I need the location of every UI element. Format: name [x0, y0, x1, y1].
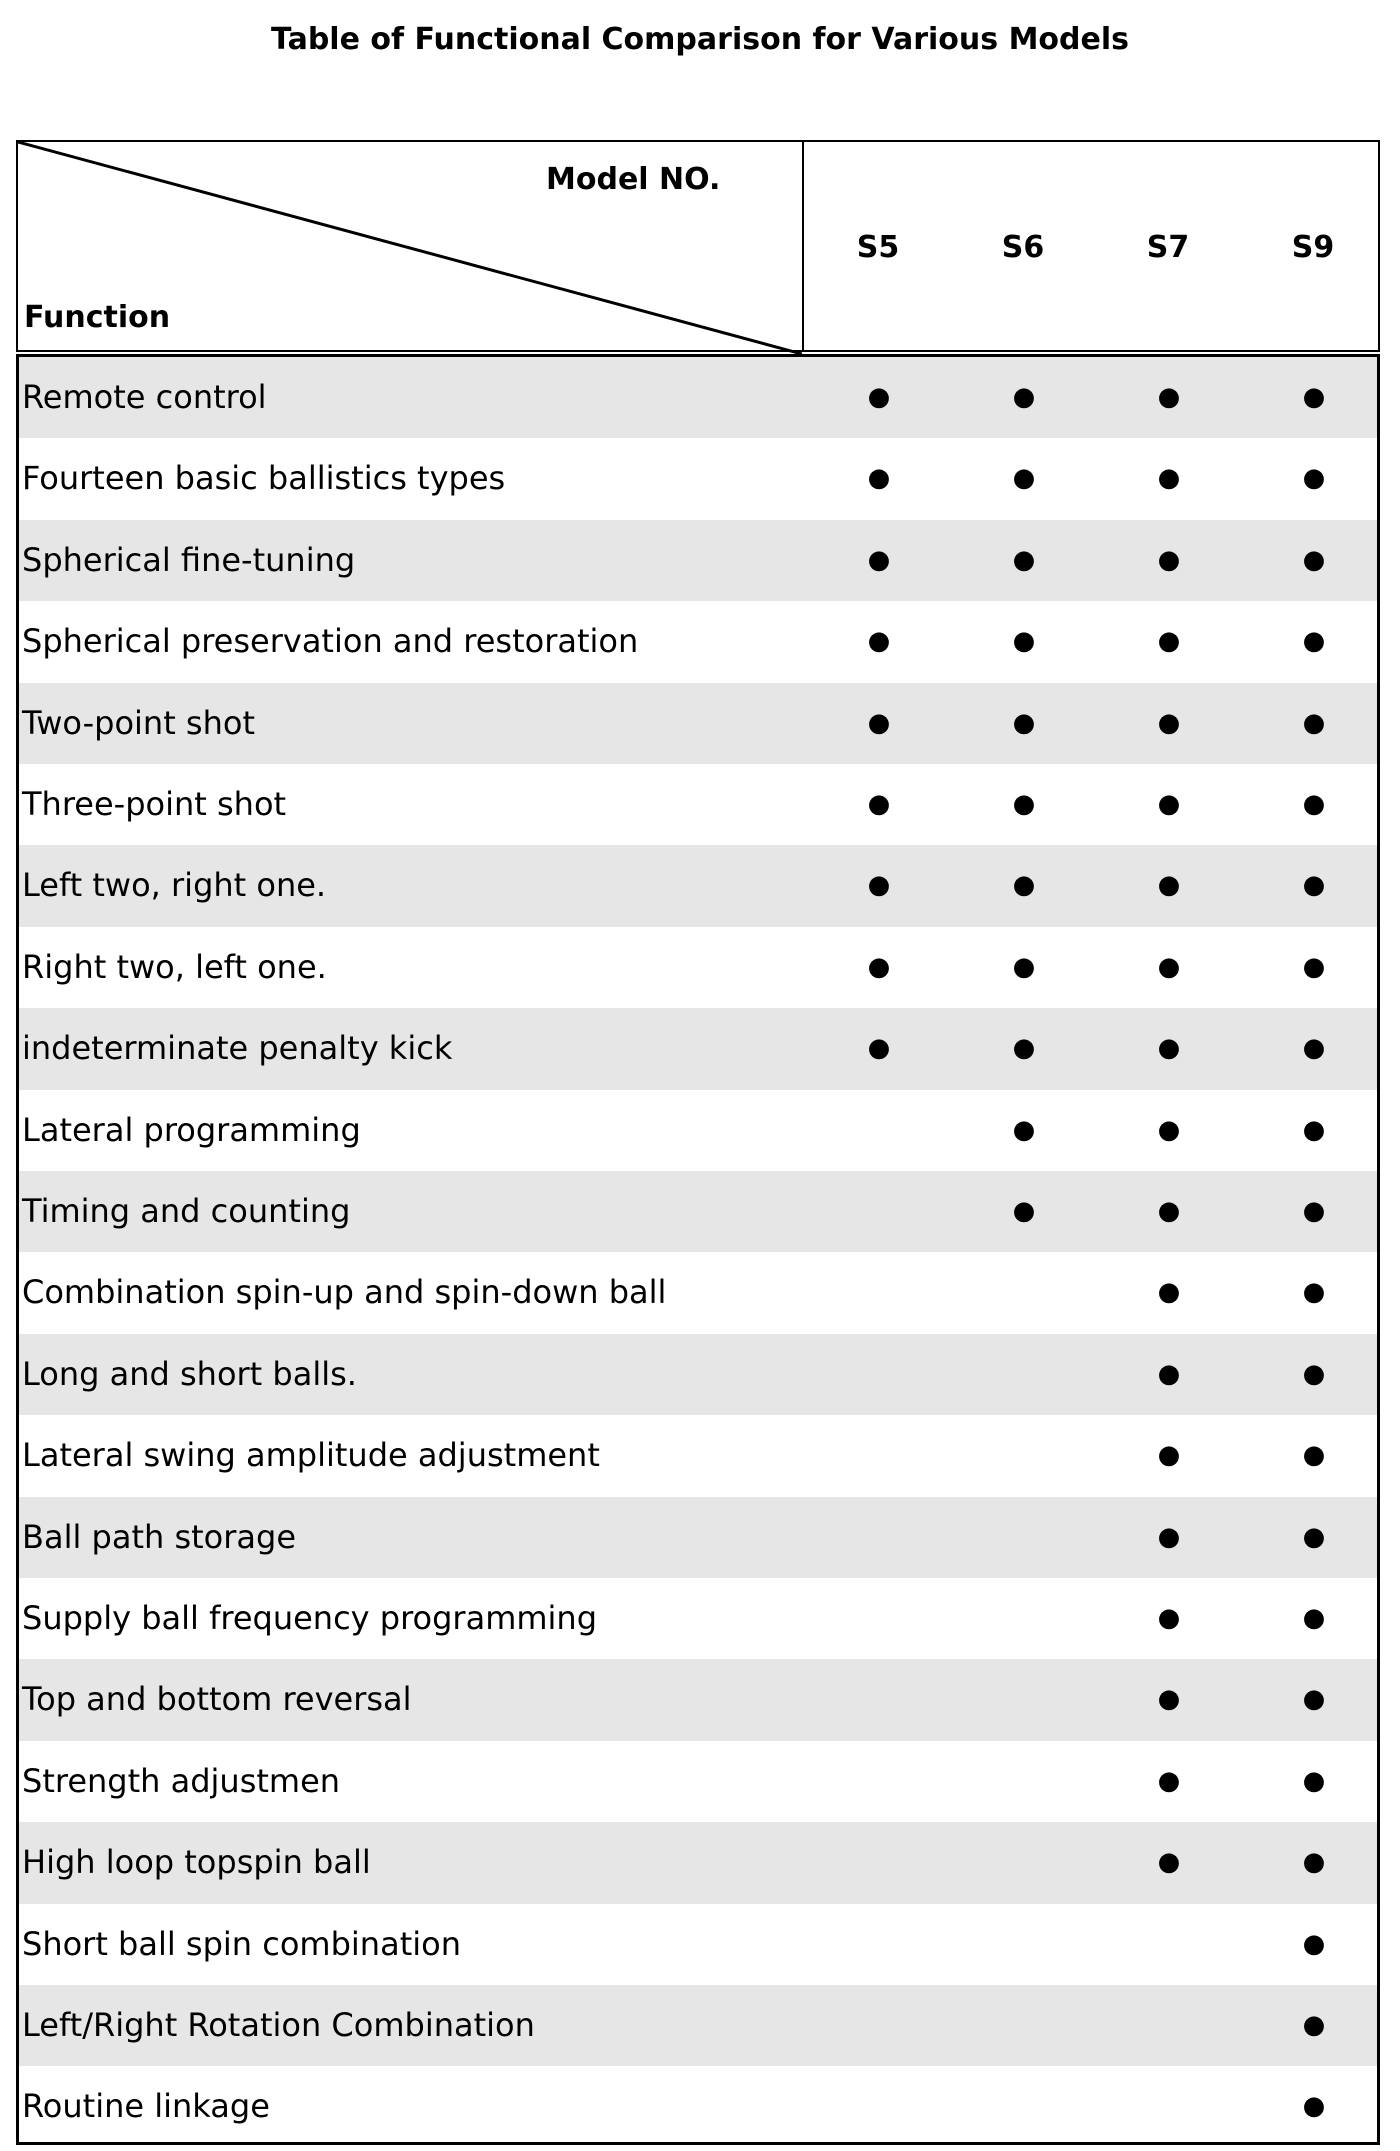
- table-row: [19, 1822, 1377, 1903]
- function-name: Routine linkage: [22, 2087, 270, 2126]
- function-name: Supply ball frequency programming: [22, 1599, 598, 1637]
- support-dot-s9: ●: [1302, 1277, 1326, 1308]
- support-dot-s6: ●: [1012, 1114, 1036, 1145]
- model-number-label: Model NO.: [546, 162, 721, 197]
- function-name: Timing and counting: [22, 1192, 351, 1230]
- function-name: Two-point shot: [22, 703, 255, 742]
- support-dot-s9: ●: [1302, 2091, 1326, 2122]
- table-row: [19, 845, 1377, 926]
- header-divider: [802, 142, 804, 350]
- support-dot-s6: ●: [1012, 626, 1036, 657]
- support-dot-s5: ●: [867, 870, 891, 901]
- table-row: [19, 1497, 1377, 1578]
- support-dot-s9: ●: [1302, 382, 1326, 412]
- support-dot-s7: ●: [1157, 707, 1181, 738]
- support-dot-s9: ●: [1302, 1765, 1326, 1796]
- function-name: Fourteen basic ballistics types: [22, 459, 506, 498]
- support-dot-s7: ●: [1157, 1358, 1181, 1389]
- support-dot-s9: ●: [1302, 626, 1326, 657]
- support-dot-s5: ●: [867, 463, 891, 494]
- function-name: Short ball spin combination: [22, 1924, 461, 1963]
- support-dot-s7: ●: [1157, 544, 1181, 575]
- function-name: Lateral programming: [22, 1110, 361, 1149]
- table-row: [19, 683, 1377, 764]
- support-dot-s9: ●: [1302, 1358, 1326, 1389]
- table-row: [19, 1741, 1377, 1822]
- model-header-s9: S9: [1291, 230, 1335, 265]
- function-name: Spherical preservation and restoration: [22, 622, 639, 661]
- table-row: [19, 1090, 1377, 1171]
- table-row: [19, 764, 1377, 845]
- support-dot-s6: ●: [1012, 382, 1036, 412]
- support-dot-s9: ●: [1302, 707, 1326, 738]
- support-dot-s9: ●: [1302, 1521, 1326, 1552]
- function-name: Strength adjustmen: [22, 1761, 341, 1800]
- function-name: Three-point shot: [22, 785, 287, 823]
- support-dot-s7: ●: [1157, 1847, 1181, 1878]
- support-dot-s9: ●: [1302, 951, 1326, 982]
- support-dot-s7: ●: [1157, 1033, 1181, 1064]
- support-dot-s7: ●: [1157, 382, 1181, 412]
- support-dot-s5: ●: [867, 382, 891, 412]
- model-header-s5: S5: [856, 230, 900, 265]
- support-dot-s7: ●: [1157, 789, 1181, 819]
- support-dot-s6: ●: [1012, 951, 1036, 982]
- table-body: [16, 354, 1380, 2145]
- support-dot-s5: ●: [867, 951, 891, 982]
- support-dot-s9: ●: [1302, 870, 1326, 901]
- function-name: Top and bottom reversal: [22, 1680, 412, 1719]
- function-name: Spherical fine-tuning: [22, 540, 356, 579]
- support-dot-s7: ●: [1157, 1440, 1181, 1471]
- support-dot-s9: ●: [1302, 463, 1326, 494]
- support-dot-s5: ●: [867, 1033, 891, 1064]
- table-row: [19, 1659, 1377, 1740]
- support-dot-s6: ●: [1012, 1033, 1036, 1064]
- function-name: Left two, right one.: [22, 866, 327, 905]
- support-dot-s9: ●: [1302, 1196, 1326, 1226]
- support-dot-s7: ●: [1157, 1603, 1181, 1633]
- support-dot-s9: ●: [1302, 1440, 1326, 1471]
- function-name: Lateral swing amplitude adjustment: [22, 1436, 600, 1475]
- model-header-s6: S6: [1001, 230, 1045, 265]
- table-row: [19, 1334, 1377, 1415]
- support-dot-s6: ●: [1012, 870, 1036, 901]
- function-name: Left/Right Rotation Combination: [22, 2006, 535, 2044]
- support-dot-s9: ●: [1302, 1114, 1326, 1145]
- table-row: [19, 1171, 1377, 1252]
- support-dot-s7: ●: [1157, 1765, 1181, 1796]
- table-row: [19, 927, 1377, 1008]
- function-name: High loop topspin ball: [22, 1843, 371, 1882]
- table-row: [19, 1985, 1377, 2066]
- support-dot-s7: ●: [1157, 463, 1181, 494]
- table-row: [19, 1415, 1377, 1496]
- table-row: [19, 2066, 1377, 2147]
- table-row: [19, 438, 1377, 519]
- support-dot-s9: ●: [1302, 1033, 1326, 1064]
- table-row: [19, 1008, 1377, 1089]
- support-dot-s9: ●: [1302, 2010, 1326, 2040]
- support-dot-s7: ●: [1157, 626, 1181, 657]
- support-dot-s9: ●: [1302, 1603, 1326, 1633]
- support-dot-s9: ●: [1302, 1684, 1326, 1715]
- support-dot-s5: ●: [867, 544, 891, 575]
- page-title: Table of Functional Comparison for Various Models: [270, 22, 1129, 57]
- function-name: Long and short balls.: [22, 1354, 357, 1393]
- support-dot-s9: ●: [1302, 1928, 1326, 1959]
- table-row: [19, 520, 1377, 601]
- support-dot-s6: ●: [1012, 707, 1036, 738]
- support-dot-s7: ●: [1157, 951, 1181, 982]
- table-row: [19, 1904, 1377, 1985]
- function-name: Right two, left one.: [22, 947, 327, 986]
- model-header-s7: S7: [1146, 230, 1190, 265]
- support-dot-s7: ●: [1157, 1277, 1181, 1308]
- support-dot-s6: ●: [1012, 789, 1036, 819]
- support-dot-s6: ●: [1012, 463, 1036, 494]
- support-dot-s7: ●: [1157, 1196, 1181, 1226]
- function-label: Function: [24, 300, 171, 335]
- table-header: [16, 140, 1380, 352]
- support-dot-s9: ●: [1302, 789, 1326, 819]
- support-dot-s6: ●: [1012, 544, 1036, 575]
- support-dot-s5: ●: [867, 707, 891, 738]
- support-dot-s9: ●: [1302, 544, 1326, 575]
- table-row: [19, 1252, 1377, 1333]
- support-dot-s6: ●: [1012, 1196, 1036, 1226]
- function-name: indeterminate penalty kick: [22, 1029, 453, 1068]
- support-dot-s9: ●: [1302, 1847, 1326, 1878]
- table-row: [19, 1578, 1377, 1659]
- support-dot-s7: ●: [1157, 1684, 1181, 1715]
- support-dot-s7: ●: [1157, 870, 1181, 901]
- support-dot-s7: ●: [1157, 1521, 1181, 1552]
- function-name: Ball path storage: [22, 1517, 296, 1556]
- function-name: Combination spin-up and spin-down ball: [22, 1273, 667, 1312]
- function-name: Remote control: [22, 378, 267, 416]
- support-dot-s5: ●: [867, 789, 891, 819]
- support-dot-s7: ●: [1157, 1114, 1181, 1145]
- support-dot-s5: ●: [867, 626, 891, 657]
- table-row: [19, 357, 1377, 438]
- table-row: [19, 601, 1377, 682]
